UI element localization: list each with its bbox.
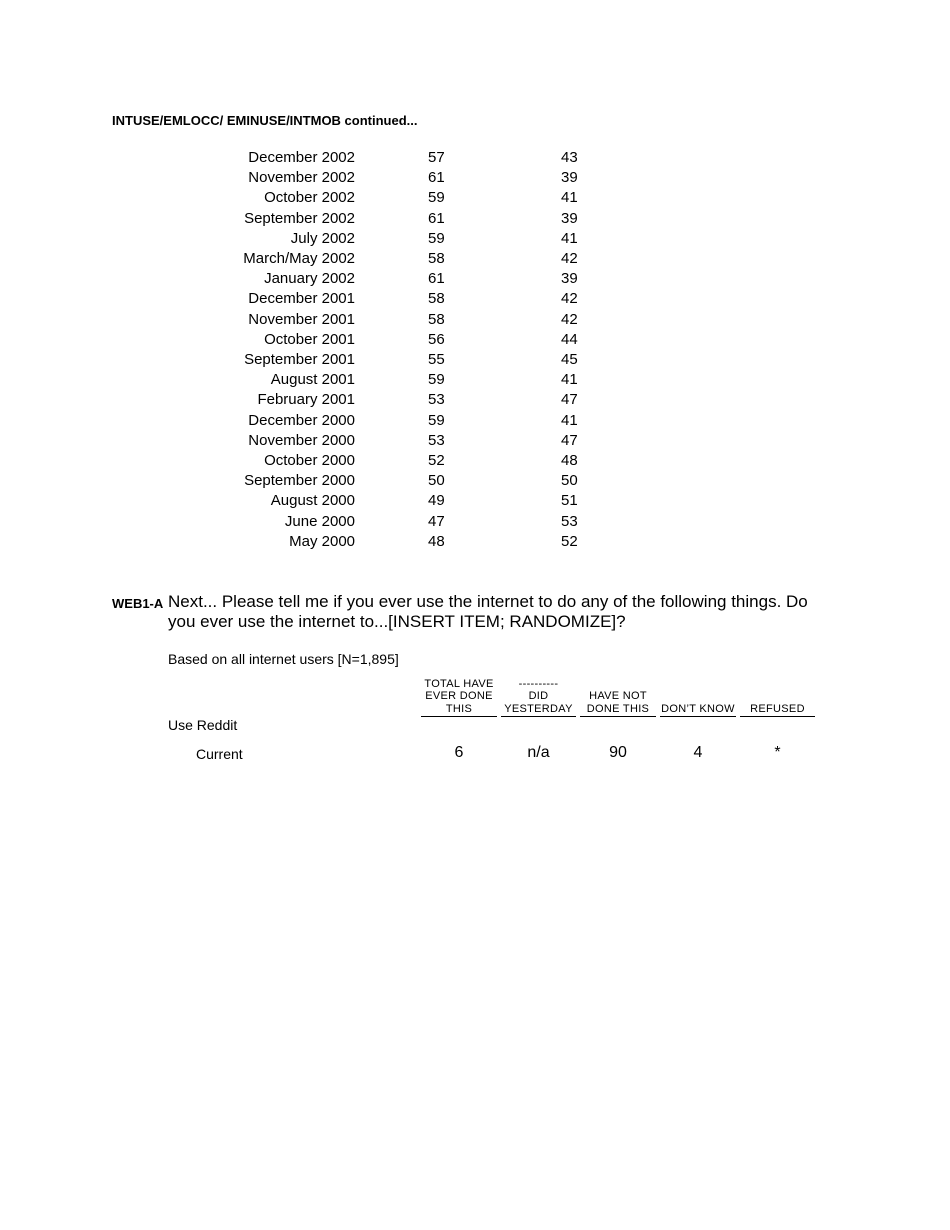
trend-value-2: 42 (561, 290, 578, 308)
trend-value-1: 53 (428, 391, 445, 409)
trend-value-1: 58 (428, 310, 445, 328)
col-head-dk-line1: DON’T KNOW (661, 702, 735, 715)
trend-date: November 2002 (248, 169, 355, 187)
trend-value-2: 47 (561, 431, 578, 449)
col-head-not (580, 676, 656, 717)
value-dk: 4 (693, 744, 703, 761)
trend-value-1: 47 (428, 512, 445, 530)
trend-value-2: 53 (561, 512, 578, 530)
col-head-ref-line1: REFUSED (750, 702, 805, 715)
trend-date: August 2001 (270, 371, 355, 389)
trend-value-1: 52 (428, 452, 445, 469)
trend-value-2: 39 (561, 270, 578, 288)
trend-value-1: 49 (428, 492, 445, 510)
trend-date: September 2000 (244, 472, 355, 490)
trend-value-2: 48 (561, 452, 578, 469)
trend-date: October 2000 (264, 452, 355, 469)
trend-value-2: 41 (561, 229, 578, 247)
question-text: Next... Please tell me if you ever use the internet to do any of the following things. Do you ever use the internet to...[INSERT ITEM; RANDOMIZE]? (168, 592, 808, 631)
trend-value-2: 52 (561, 532, 578, 550)
trend-value-2: 47 (561, 391, 578, 409)
trend-date: February 2001 (257, 391, 355, 409)
trend-value-2: 51 (561, 492, 578, 510)
value-total: 6 (454, 744, 464, 761)
trend-date: October 2002 (264, 189, 355, 207)
trend-date: September 2001 (244, 351, 355, 368)
trend-value-2: 43 (561, 149, 578, 166)
trend-value-2: 41 (561, 189, 578, 207)
trend-value-1: 48 (428, 532, 445, 550)
trend-value-1: 59 (428, 371, 445, 389)
col-head-total (421, 676, 497, 717)
trend-value-2: 44 (561, 330, 578, 348)
trend-value-1: 61 (428, 169, 445, 187)
trend-date: June 2000 (284, 512, 355, 530)
col-head-ref (740, 676, 815, 717)
trend-date: October 2001 (264, 330, 355, 348)
col-head-did-line2: DID (528, 690, 549, 702)
trend-value-1: 57 (428, 149, 445, 166)
trend-value-2: 41 (561, 371, 578, 389)
trend-value-2: 45 (561, 351, 578, 368)
col-head-total-line3: THIS (445, 702, 473, 715)
trend-date: July 2002 (290, 229, 355, 247)
trend-value-1: 58 (428, 250, 445, 267)
trend-value-1: 50 (428, 472, 445, 490)
col-head-total-line2: EVER DONE (425, 690, 493, 702)
value-did: n/a (527, 744, 550, 761)
trend-value-1: 59 (428, 189, 445, 207)
trend-value-1: 53 (428, 431, 445, 449)
trend-date: November 2000 (248, 431, 355, 449)
col-head-did-line1: ---------- (518, 677, 559, 690)
item-label: Use Reddit (168, 717, 238, 733)
trend-date: November 2001 (248, 310, 355, 328)
trend-date: December 2001 (248, 290, 355, 308)
trend-date: August 2000 (270, 492, 355, 510)
col-head-not-line1: HAVE NOT (589, 690, 647, 702)
col-head-dk (660, 676, 736, 717)
trend-value-2: 42 (561, 310, 578, 328)
value-ref: * (774, 744, 781, 761)
trend-date: March/May 2002 (243, 250, 355, 267)
trend-date: May 2000 (289, 532, 355, 550)
trend-value-1: 55 (428, 351, 445, 368)
trend-value-1: 61 (428, 270, 445, 288)
trend-date: December 2000 (248, 411, 355, 429)
col-head-did (501, 676, 576, 717)
trend-value-1: 59 (428, 229, 445, 247)
continued-header: INTUSE/EMLOCC/ EMINUSE/INTMOB continued... (112, 113, 418, 128)
trend-value-1: 61 (428, 209, 445, 227)
trend-value-1: 56 (428, 330, 445, 348)
trend-date: December 2002 (248, 149, 355, 166)
trend-value-2: 39 (561, 169, 578, 187)
subitem-label: Current (196, 746, 243, 762)
col-head-not-line2: DONE THIS (586, 702, 650, 715)
trend-value-2: 41 (561, 411, 578, 429)
trend-value-2: 50 (561, 472, 578, 490)
trend-value-1: 59 (428, 411, 445, 429)
question-id: WEB1-A (112, 596, 164, 611)
col-head-total-line1: TOTAL HAVE (424, 677, 494, 690)
trend-date: January 2002 (264, 270, 355, 288)
col-head-did-line3: YESTERDAY (504, 702, 573, 715)
value-not: 90 (609, 744, 627, 761)
trend-date: September 2002 (244, 209, 355, 227)
base-text: Based on all internet users [N=1,895] (168, 651, 399, 667)
trend-value-2: 39 (561, 209, 578, 227)
trend-value-1: 58 (428, 290, 445, 308)
trend-value-2: 42 (561, 250, 578, 267)
